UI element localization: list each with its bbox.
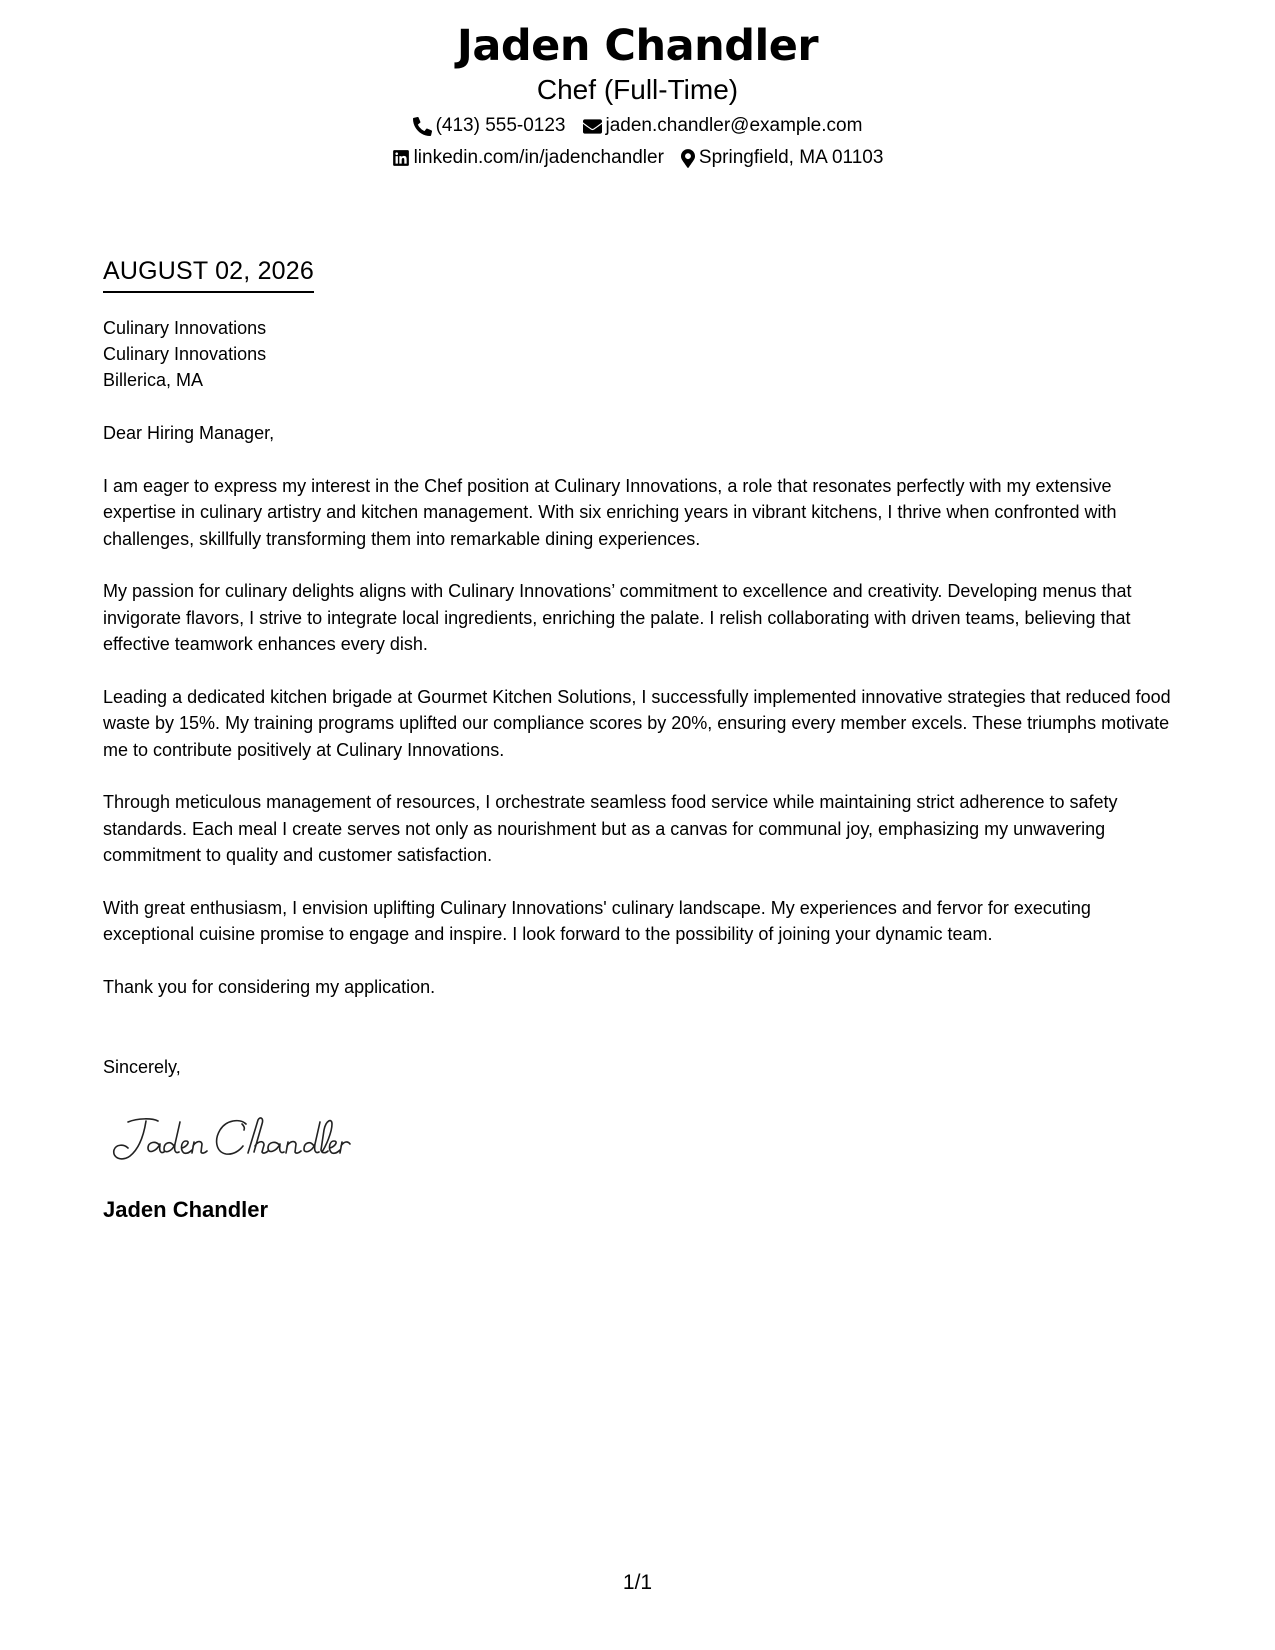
closing: Sincerely, bbox=[103, 1057, 181, 1077]
contact-row-primary bbox=[0, 114, 1275, 138]
letter-body bbox=[103, 420, 1183, 1026]
recipient-line-3: Billerica, MA bbox=[103, 370, 204, 390]
contact-phone bbox=[413, 114, 566, 138]
body-paragraph-5: With great enthusiasm, I envision uplifting Culinary Innovations' culinary landscape. My experiences and fervor for executing exceptional cuisine promise to engage and inspire. I look forward to the possibility of joining your dynamic team. bbox=[103, 897, 1091, 944]
job-title: Chef (Full-Time) bbox=[536, 74, 739, 105]
contact-linkedin bbox=[392, 146, 664, 170]
thank-you-line: Thank you for considering my application. bbox=[103, 976, 436, 997]
body-paragraph-3: Leading a dedicated kitchen brigade at Gourmet Kitchen Solutions, I successfully implemented innovative strategies that reduced food waste by 15%. My training programs uplifted our compliance scores by 20%, ensuring every member excels. These triumphs motivate me to contribute positively at Culinary Innovations. bbox=[103, 686, 1171, 760]
applicant-name: Jaden Chandler bbox=[456, 21, 819, 71]
recipient-address bbox=[103, 315, 266, 393]
body-paragraph-4: Through meticulous management of resources, I orchestrate seamless food service while maintaining strict adherence to safety standards. Each meal I create serves not only as nourishment but as a canvas for communal joy, emphasizing my unwavering commitment to quality and customer satisfaction. bbox=[103, 792, 1118, 865]
linkedin-icon bbox=[392, 149, 410, 167]
contact-location bbox=[681, 146, 884, 170]
body-paragraph-1: I am eager to express my interest in the Chef position at Culinary Innovations, a role that resonates perfectly with my extensive expertise in culinary artistry and kitchen management. With six enriching years in vibrant kitchens, I thrive when confronted with challenges, skillfully transforming them into remarkable dining experiences. bbox=[103, 475, 1117, 549]
email-text: jaden.chandler@example.com bbox=[605, 115, 863, 136]
letter-date-block bbox=[103, 256, 314, 293]
linkedin-text: linkedin.com/in/jadenchandler bbox=[413, 147, 664, 168]
handwritten-signature bbox=[108, 1108, 368, 1168]
salutation: Dear Hiring Manager, bbox=[103, 423, 275, 443]
phone-text: (413) 555-0123 bbox=[435, 115, 566, 136]
recipient-line-2: Culinary Innovations bbox=[103, 344, 267, 364]
envelope-icon bbox=[583, 117, 602, 136]
letter-header bbox=[0, 20, 1275, 170]
contact-row-secondary bbox=[0, 146, 1275, 170]
letter-date: AUGUST 02, 2026 bbox=[103, 256, 314, 293]
location-text: Springfield, MA 01103 bbox=[698, 147, 884, 168]
body-paragraph-2: My passion for culinary delights aligns with Culinary Innovations’ commitment to excellence and creativity. Developing menus that invigorate flavors, I strive to integrate local ingredients, enriching the palate. I relish collaborating with driven teams, believing that effective teamwork enhances every dish. bbox=[103, 581, 1132, 654]
signer-name: Jaden Chandler bbox=[103, 1197, 269, 1222]
contact-email bbox=[583, 114, 863, 138]
map-pin-icon bbox=[681, 149, 695, 168]
recipient-line-1: Culinary Innovations bbox=[103, 318, 267, 338]
phone-icon bbox=[413, 117, 432, 136]
page-indicator: 1/1 bbox=[622, 1571, 653, 1594]
